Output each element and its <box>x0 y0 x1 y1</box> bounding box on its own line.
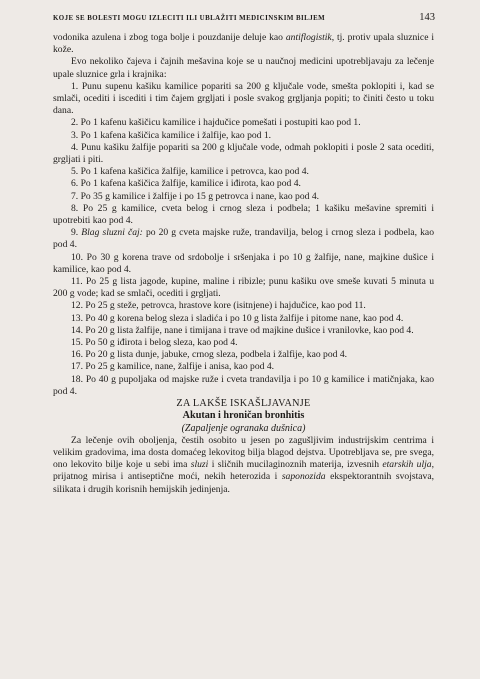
intro-text-2: , tj. protiv upala sluznice i kože. <box>53 32 434 56</box>
paragraph-text: ekspektorantnih svojstava, silikata i drugih korisnih hemijskih jedinjenja. <box>53 471 434 495</box>
term-saponozida: saponozida <box>281 471 326 483</box>
recipe-item: 16. Po 20 g lista dunje, jabuke, crnog sleza, podbela i žalfije, kao pod 4. <box>71 349 348 361</box>
recipe-item: 6. Po 1 kafena kašičica žalfije, kamilice i iđirota, kao pod 4. <box>71 178 301 190</box>
term-sluzi: sluzi <box>190 459 209 471</box>
section-title: ZA LAKŠE ISKAŠLJAVANJE <box>176 398 311 410</box>
recipe-item: 2. Po 1 kafenu kašičicu kamilice i hajdučice pomešati i postupiti kao pod 1. <box>71 117 361 129</box>
recipe-text: po 20 g cveta majske ruže, trandavilja, belog i crnog sleza i podbela, kao pod 4. <box>53 227 434 251</box>
recipe-item: 1. Punu supenu kašiku kamilice popariti sa 200 g ključale vode, smešta poklopiti i, kad se smlači, ocediti i iscediti i tim čajem grgljati i posle svakog grgljanja popiti; to činiti često u toku dana. <box>53 80 434 117</box>
recipe-item: 10. Po 30 g korena trave od srdobolje i sršenjaka i po 10 g žalfije, nane, majkine dušice i kamilice, kao pod 4. <box>53 251 434 275</box>
recipe-number: 9. <box>71 227 82 239</box>
recipe-item: 14. Po 20 g lista žalfije, nane i timijana i trave od majkine dušice i vranilovke, kao pod 4. <box>71 324 414 336</box>
running-head: KOJE SE BOLESTI MOGU IZLECITI ILI UBLAŽITI MEDICINSKIM BILJEM <box>53 15 326 22</box>
recipe-item: 5. Po 1 kafena kašičica žalfije, kamilice i petrovca, kao pod 4. <box>71 166 309 178</box>
recipe-item: 13. Po 40 g korena belog sleza i sladića i po 10 g lista žalfije i pitome nane, kao pod 4. <box>71 312 404 324</box>
recipe-item: 11. Po 25 g lista jagode, kupine, maline i ribizle; punu kašiku ove smeše kuvati 5 minuta u 200 g vode; kad se smlači, ocediti i grgljati. <box>53 276 434 300</box>
page-body <box>53 32 434 496</box>
recipe-item: 12. Po 25 g steže, petrovca, hrastove kore (isitnjene) i hajdučice, kao pod 11. <box>71 300 366 312</box>
recipe-item: 7. Po 35 g kamilice i žalfije i po 15 g petrovca i nane, kao pod 4. <box>71 190 320 202</box>
recipe-item: 8. Po 25 g kamilice, cveta belog i crnog sleza i podbela; 1 kašiku mešavine spremiti i upotrebiti kao pod 4. <box>53 202 434 227</box>
recipe-item: 3. Po 1 kafena kašičica kamilice i žalfije, kao pod 1. <box>71 129 272 141</box>
paragraph-text: i sličnih mucilaginoznih materija, izvesnih <box>208 459 383 471</box>
recipe-item: 15. Po 50 g iđirota i belog sleza, kao pod 4. <box>71 337 238 349</box>
intro-term-antiflogistik: antiflogistik <box>285 32 332 43</box>
recipe-item-9 <box>53 227 434 251</box>
intro-paragraph-2: Evo nekoliko čajeva i čajnih mešavina koje se u naučnoj medicini upotrebljavaju za lečenje upale sluznice grla i krajnika: <box>53 56 434 80</box>
recipe-item: 4. Punu kašiku žalfije popariti sa 200 g ključale vode, odmah poklopiti i posle 2 sata ocediti, grgljati i piti. <box>53 141 434 166</box>
intro-paragraph <box>53 32 434 56</box>
page-number: 143 <box>419 12 435 23</box>
paragraph-text: Za lečenje ovih oboljenja, čestih osobito u jesen po zagušljivim industrijskim centrima i velikim gradovima, ima dosta domaćeg lekovitog bilja blagod dejstva. Upotrebljava se, pre svega, ono lekovito bilje koje u sebi ima <box>53 434 434 471</box>
paragraph-text: , prijatnog mirisa i antiseptične moći, nekih heterozida i <box>53 459 434 483</box>
recipe-item: 17. Po 25 g kamilice, nane, žalfije i anisa, kao pod 4. <box>71 361 275 373</box>
recipe-label: Blag sluzni čaj: <box>81 227 143 239</box>
page-header <box>53 12 435 23</box>
bronchitis-paragraph <box>53 435 434 496</box>
subsection-title: Akutan i hroničan bronhitis <box>182 410 305 422</box>
subsection-note: (Zapaljenje ogranaka dušnica) <box>181 422 306 434</box>
term-etarskih-ulja: etarskih ulja <box>382 459 432 471</box>
recipe-item: 18. Po 40 g pupoljaka od majske ruže i cveta trandavilja i po 10 g kamilice i matičnjaka, kao pod 4. <box>53 373 434 397</box>
intro-text-1: vodonika azulena i zbog toga bolje i pouzdanije deluje kao <box>53 32 286 43</box>
